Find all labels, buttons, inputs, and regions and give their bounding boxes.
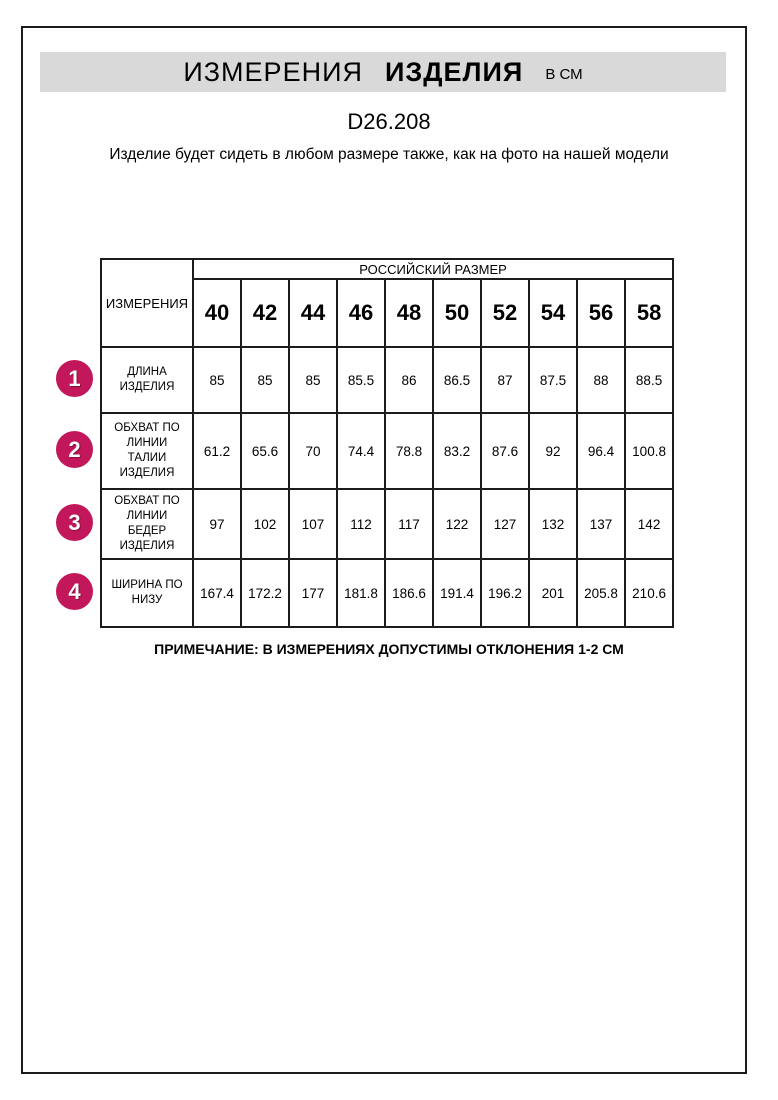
measurement-value-cell: 191.4 bbox=[433, 559, 481, 627]
table-row bbox=[101, 347, 673, 413]
measurement-value-cell: 96.4 bbox=[577, 413, 625, 489]
table-row bbox=[101, 413, 673, 489]
page-title-unit: В СМ bbox=[545, 65, 583, 83]
measurement-value-cell: 122 bbox=[433, 489, 481, 559]
measurement-row-label: ШИРИНА ПО НИЗУ bbox=[101, 559, 193, 627]
measurement-value-cell: 201 bbox=[529, 559, 577, 627]
measurement-value-cell: 83.2 bbox=[433, 413, 481, 489]
size-column-header: 56 bbox=[577, 279, 625, 347]
measurement-value-cell: 78.8 bbox=[385, 413, 433, 489]
size-column-header: 46 bbox=[337, 279, 385, 347]
measurement-value-cell: 186.6 bbox=[385, 559, 433, 627]
size-column-header: 50 bbox=[433, 279, 481, 347]
page-title-main: ИЗМЕРЕНИЯ bbox=[183, 56, 363, 87]
measurement-value-cell: 85 bbox=[241, 347, 289, 413]
title-band bbox=[40, 52, 726, 92]
table-row bbox=[101, 489, 673, 559]
measurement-value-cell: 87.5 bbox=[529, 347, 577, 413]
measurement-row-label: ОБХВАТ ПО ЛИНИИ БЕДЕР ИЗДЕЛИЯ bbox=[101, 489, 193, 559]
measurement-value-cell: 86 bbox=[385, 347, 433, 413]
size-column-header: 58 bbox=[625, 279, 673, 347]
measurement-value-cell: 137 bbox=[577, 489, 625, 559]
row-marker-1: 1 bbox=[56, 360, 93, 397]
measurement-value-cell: 132 bbox=[529, 489, 577, 559]
measurement-value-cell: 196.2 bbox=[481, 559, 529, 627]
measurement-value-cell: 205.8 bbox=[577, 559, 625, 627]
measurements-table bbox=[100, 258, 674, 628]
size-column-header: 42 bbox=[241, 279, 289, 347]
measurement-row-label: ОБХВАТ ПО ЛИНИИ ТАЛИИ ИЗДЕЛИЯ bbox=[101, 413, 193, 489]
table-row bbox=[101, 559, 673, 627]
product-code: D26.208 bbox=[347, 109, 431, 134]
tolerance-note: ПРИМЕЧАНИЕ: В ИЗМЕРЕНИЯХ ДОПУСТИМЫ ОТКЛОНЕНИЯ 1-2 СМ bbox=[154, 641, 624, 657]
measurement-value-cell: 85.5 bbox=[337, 347, 385, 413]
measurement-value-cell: 107 bbox=[289, 489, 337, 559]
measurement-value-cell: 127 bbox=[481, 489, 529, 559]
measurement-value-cell: 100.8 bbox=[625, 413, 673, 489]
page-title-emphasis: ИЗДЕЛИЯ bbox=[384, 56, 524, 87]
corner-header: ИЗМЕРЕНИЯ bbox=[101, 259, 193, 347]
measurement-value-cell: 70 bbox=[289, 413, 337, 489]
measurement-value-cell: 97 bbox=[193, 489, 241, 559]
measurement-value-cell: 172.2 bbox=[241, 559, 289, 627]
measurement-value-cell: 85 bbox=[289, 347, 337, 413]
measurement-value-cell: 65.6 bbox=[241, 413, 289, 489]
row-marker-4: 4 bbox=[56, 573, 93, 610]
measurement-value-cell: 61.2 bbox=[193, 413, 241, 489]
size-column-header: 54 bbox=[529, 279, 577, 347]
measurement-value-cell: 102 bbox=[241, 489, 289, 559]
measurement-value-cell: 87.6 bbox=[481, 413, 529, 489]
measurement-value-cell: 181.8 bbox=[337, 559, 385, 627]
size-group-header: РОССИЙСКИЙ РАЗМЕР bbox=[193, 259, 673, 279]
measurement-value-cell: 210.6 bbox=[625, 559, 673, 627]
row-marker-3: 3 bbox=[56, 504, 93, 541]
measurement-row-label: ДЛИНА ИЗДЕЛИЯ bbox=[101, 347, 193, 413]
measurement-value-cell: 92 bbox=[529, 413, 577, 489]
measurement-value-cell: 85 bbox=[193, 347, 241, 413]
size-column-header: 52 bbox=[481, 279, 529, 347]
row-marker-2: 2 bbox=[56, 431, 93, 468]
measurement-value-cell: 167.4 bbox=[193, 559, 241, 627]
measurement-value-cell: 88.5 bbox=[625, 347, 673, 413]
measurement-value-cell: 117 bbox=[385, 489, 433, 559]
measurement-value-cell: 86.5 bbox=[433, 347, 481, 413]
measurement-value-cell: 87 bbox=[481, 347, 529, 413]
measurement-value-cell: 112 bbox=[337, 489, 385, 559]
measurement-value-cell: 74.4 bbox=[337, 413, 385, 489]
fit-subtitle: Изделие будет сидеть в любом размере также, как на фото на нашей модели bbox=[109, 146, 669, 163]
size-column-header: 44 bbox=[289, 279, 337, 347]
measurement-value-cell: 177 bbox=[289, 559, 337, 627]
size-column-header: 40 bbox=[193, 279, 241, 347]
size-column-header: 48 bbox=[385, 279, 433, 347]
measurement-value-cell: 142 bbox=[625, 489, 673, 559]
measurement-value-cell: 88 bbox=[577, 347, 625, 413]
